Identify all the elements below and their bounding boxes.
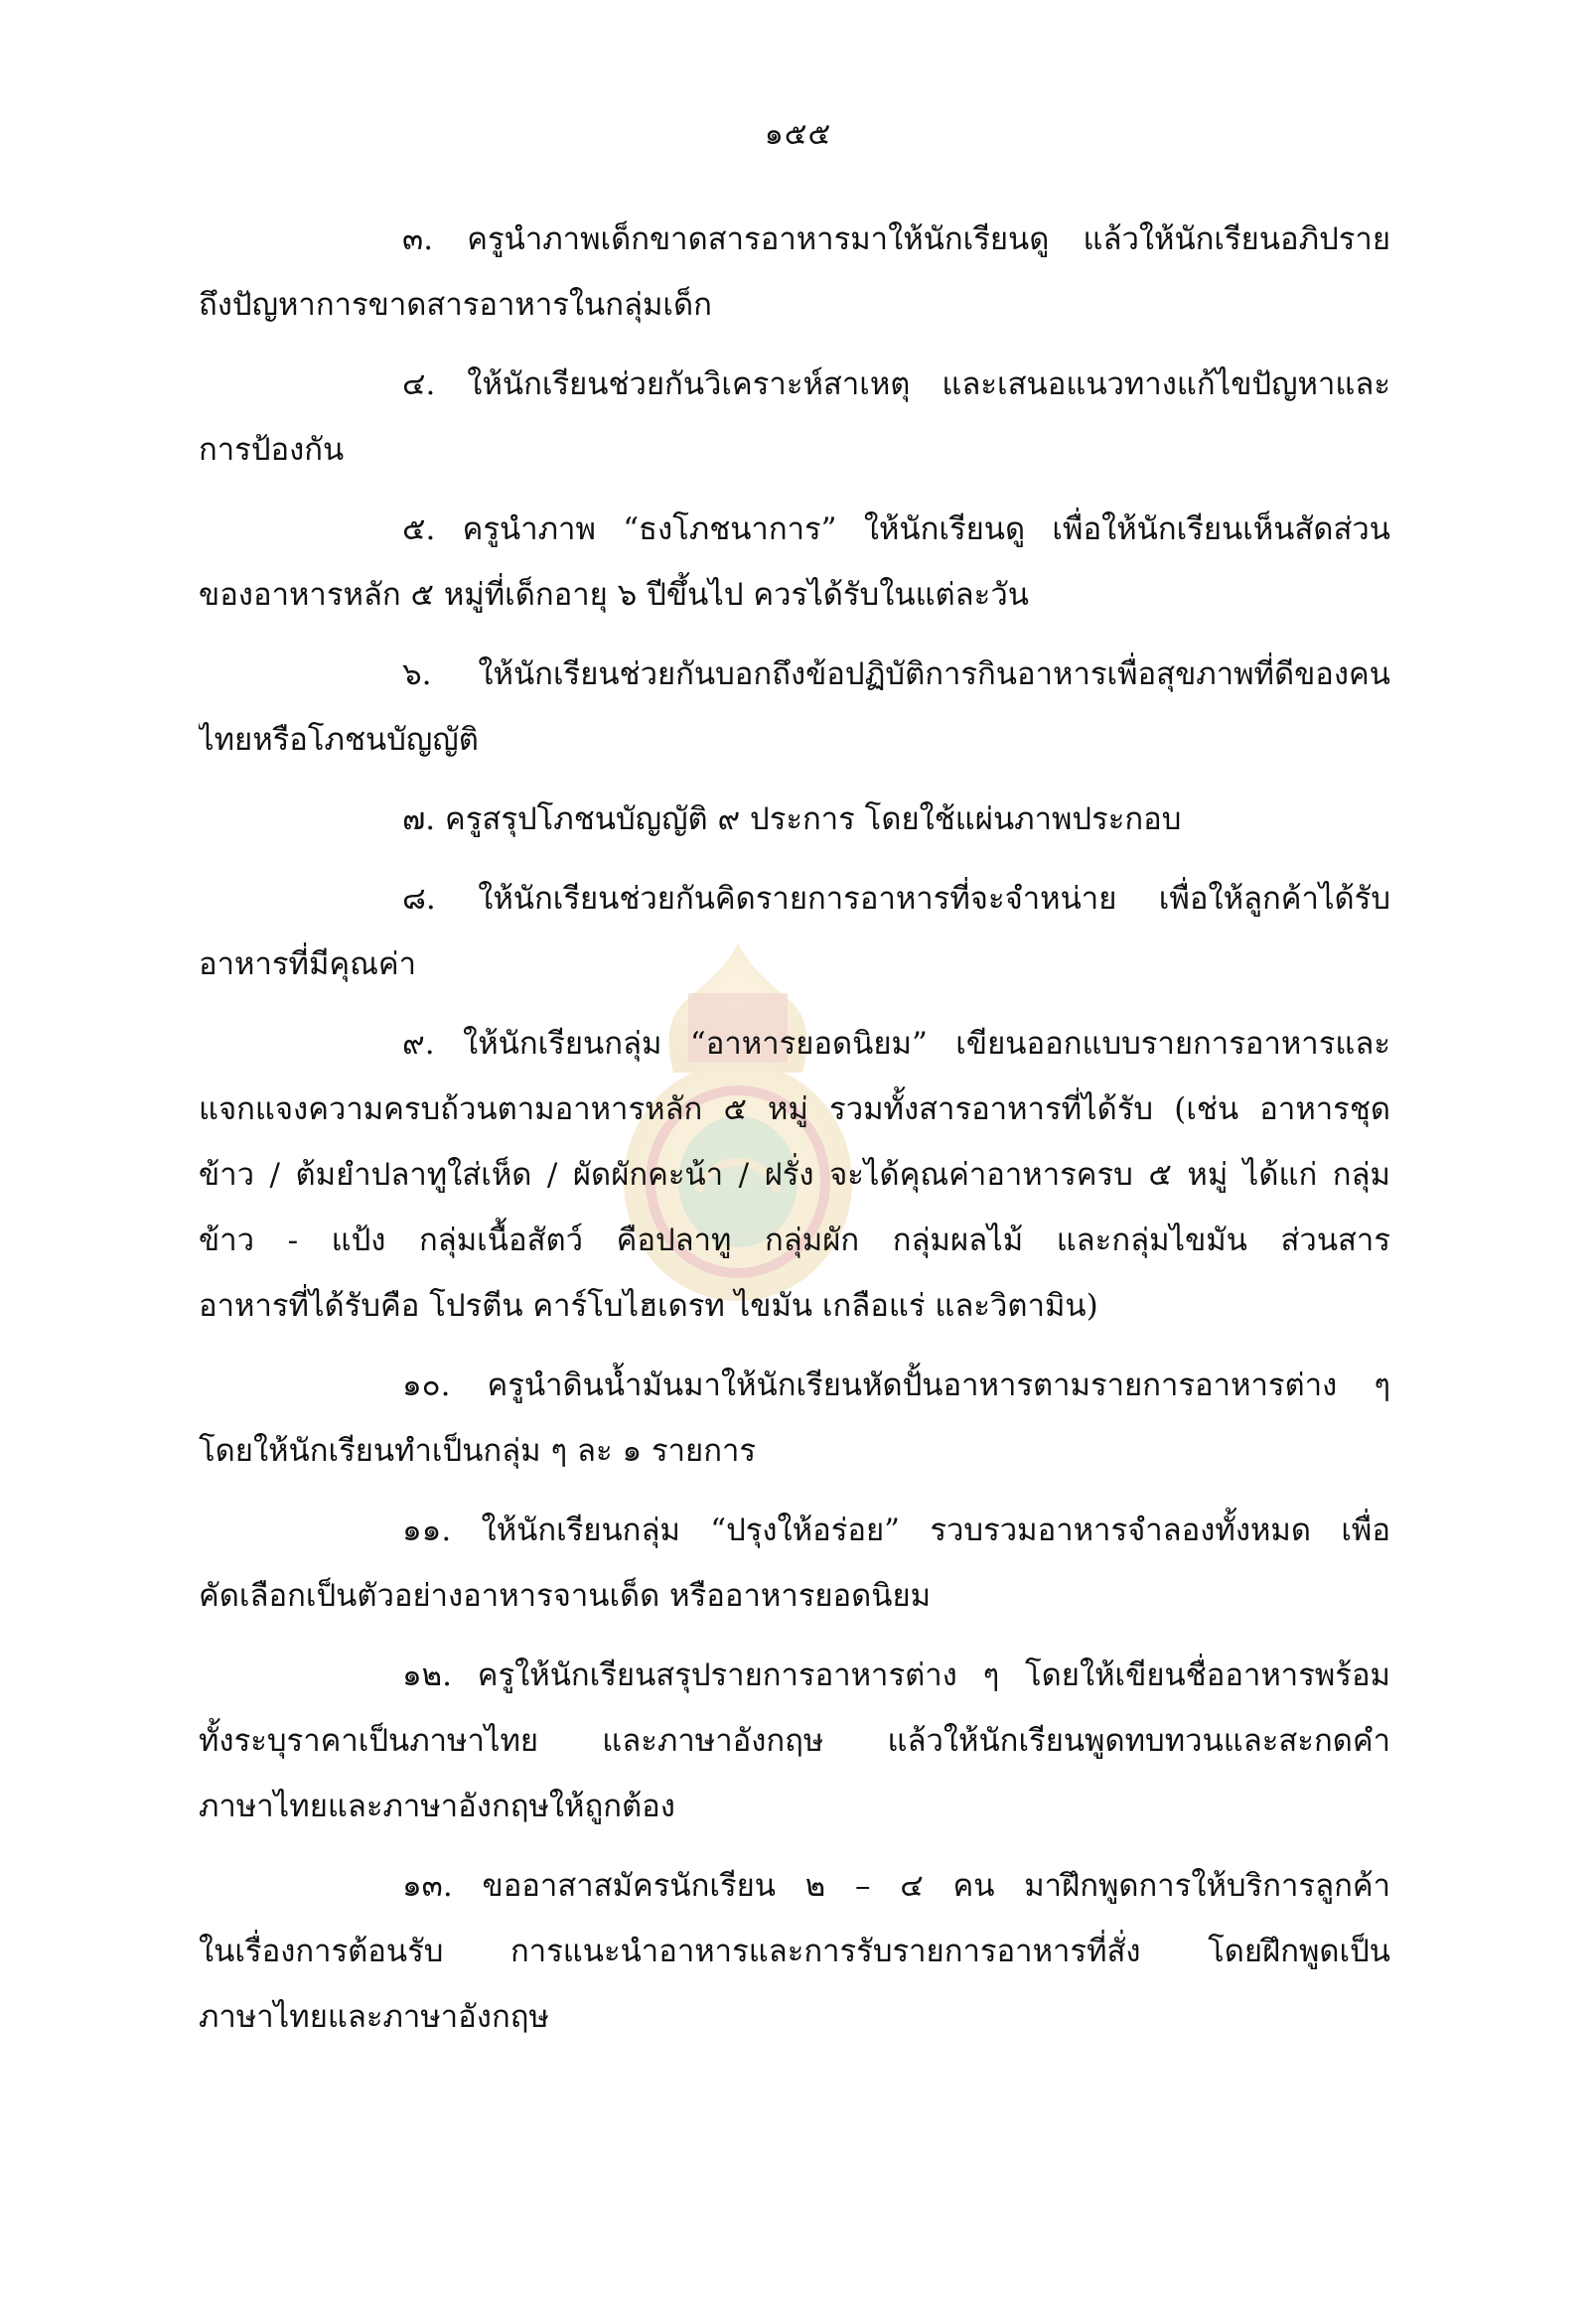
list-item (199, 642, 1390, 773)
item-first-line: ๕. ครูนำภาพ “ธงโภชนาการ” ให้นักเรียนดู เพื่อให้นักเรียนเห็นสัดส่วน (402, 511, 1390, 547)
item-first-line: ๑๑. ให้นักเรียนกลุ่ม “ปรุงให้อร่อย” รวบรวมอาหารจำลองทั้งหมด เพื่อ (402, 1512, 1390, 1548)
item-first-line: ๖. ให้นักเรียนช่วยกันบอกถึงข้อปฏิบัติการกินอาหารเพื่อสุขภาพที่ดีของคน (402, 656, 1390, 692)
item-continuation-line: ถึงปัญหาการขาดสารอาหารในกลุ่มเด็ก (199, 287, 712, 323)
list-item (199, 207, 1390, 338)
list-item (199, 352, 1390, 483)
item-continuation-line: แจกแจงความครบถ้วนตามอาหารหลัก ๕ หมู่ รวมทั้งสารอาหารที่ได้รับ (เช่น อาหารชุด (199, 1091, 1390, 1127)
item-continuation-line: โดยให้นักเรียนทำเป็นกลุ่ม ๆ ละ ๑ รายการ (199, 1433, 757, 1469)
item-first-line: ๓. ครูนำภาพเด็กขาดสารอาหารมาให้นักเรียนดู แล้วให้นักเรียนอภิปราย (402, 221, 1390, 257)
item-first-line: ๗. ครูสรุปโภชนบัญญัติ ๙ ประการ โดยใช้แผ่นภาพประกอบ (402, 801, 1182, 837)
item-continuation-line: ภาษาไทยและภาษาอังกฤษให้ถูกต้อง (199, 1789, 675, 1824)
item-first-line: ๑๐. ครูนำดินน้ำมันมาให้นักเรียนหัดปั้นอาหารตามรายการอาหารต่าง ๆ (402, 1367, 1390, 1403)
list-item (199, 497, 1390, 628)
list-item (199, 1853, 1390, 2050)
item-continuation-line: การป้องกัน (199, 432, 345, 468)
item-continuation-line: ไทยหรือโภชนบัญญัติ (199, 722, 479, 758)
item-first-line: ๙. ให้นักเรียนกลุ่ม “อาหารยอดนิยม” เขียนออกแบบรายการอาหารและ (402, 1026, 1390, 1062)
list-item (199, 1353, 1390, 1484)
page-number: ๑๕๕ (764, 117, 832, 152)
item-continuation-line: ของอาหารหลัก ๕ หมู่ที่เด็กอายุ ๖ ปีขึ้นไป ควรได้รับในแต่ละวัน (199, 577, 1029, 613)
item-continuation-line: ข้าว / ต้มยำปลาทูใส่เห็ด / ผัดผักคะน้า / ฝรั่ง จะได้คุณค่าอาหารครบ ๕ หมู่ ได้แก่ กลุ่ม (199, 1157, 1390, 1193)
item-continuation-line: ข้าว - แป้ง กลุ่มเนื้อสัตว์ คือปลาทู กลุ่มผัก กลุ่มผลไม้ และกลุ่มไขมัน ส่วนสาร (199, 1223, 1390, 1258)
list-item (199, 1011, 1390, 1339)
item-first-line: ๘. ให้นักเรียนช่วยกันคิดรายการอาหารที่จะจำหน่าย เพื่อให้ลูกค้าได้รับ (402, 881, 1390, 917)
list-item (199, 1643, 1390, 1839)
item-first-line: ๔. ให้นักเรียนช่วยกันวิเคราะห์สาเหตุ และเสนอแนวทางแก้ไขปัญหาและ (402, 366, 1390, 402)
list-item (199, 1498, 1390, 1629)
item-first-line: ๑๒. ครูให้นักเรียนสรุปรายการอาหารต่าง ๆ โดยให้เขียนชื่ออาหารพร้อม (402, 1657, 1390, 1693)
list-item (199, 787, 1390, 852)
document-body (199, 207, 1390, 2064)
item-continuation-line: อาหารที่มีคุณค่า (199, 946, 417, 982)
item-first-line: ๑๓. ขออาสาสมัครนักเรียน ๒ – ๔ คน มาฝึกพูดการให้บริการลูกค้า (402, 1868, 1390, 1904)
item-continuation-line: ทั้งระบุราคาเป็นภาษาไทย และภาษาอังกฤษ แล้วให้นักเรียนพูดทบทวนและสะกดคำ (199, 1723, 1390, 1759)
item-continuation-line: ภาษาไทยและภาษาอังกฤษ (199, 1999, 549, 2035)
item-continuation-line: ในเรื่องการต้อนรับ การแนะนำอาหารและการรับรายการอาหารที่สั่ง โดยฝึกพูดเป็น (199, 1934, 1390, 1969)
item-continuation-line: คัดเลือกเป็นตัวอย่างอาหารจานเด็ด หรืออาหารยอดนิยม (199, 1578, 932, 1614)
item-continuation-line: อาหารที่ได้รับคือ โปรตีน คาร์โบไฮเดรท ไขมัน เกลือแร่ และวิตามิน) (199, 1288, 1098, 1324)
list-item (199, 866, 1390, 997)
